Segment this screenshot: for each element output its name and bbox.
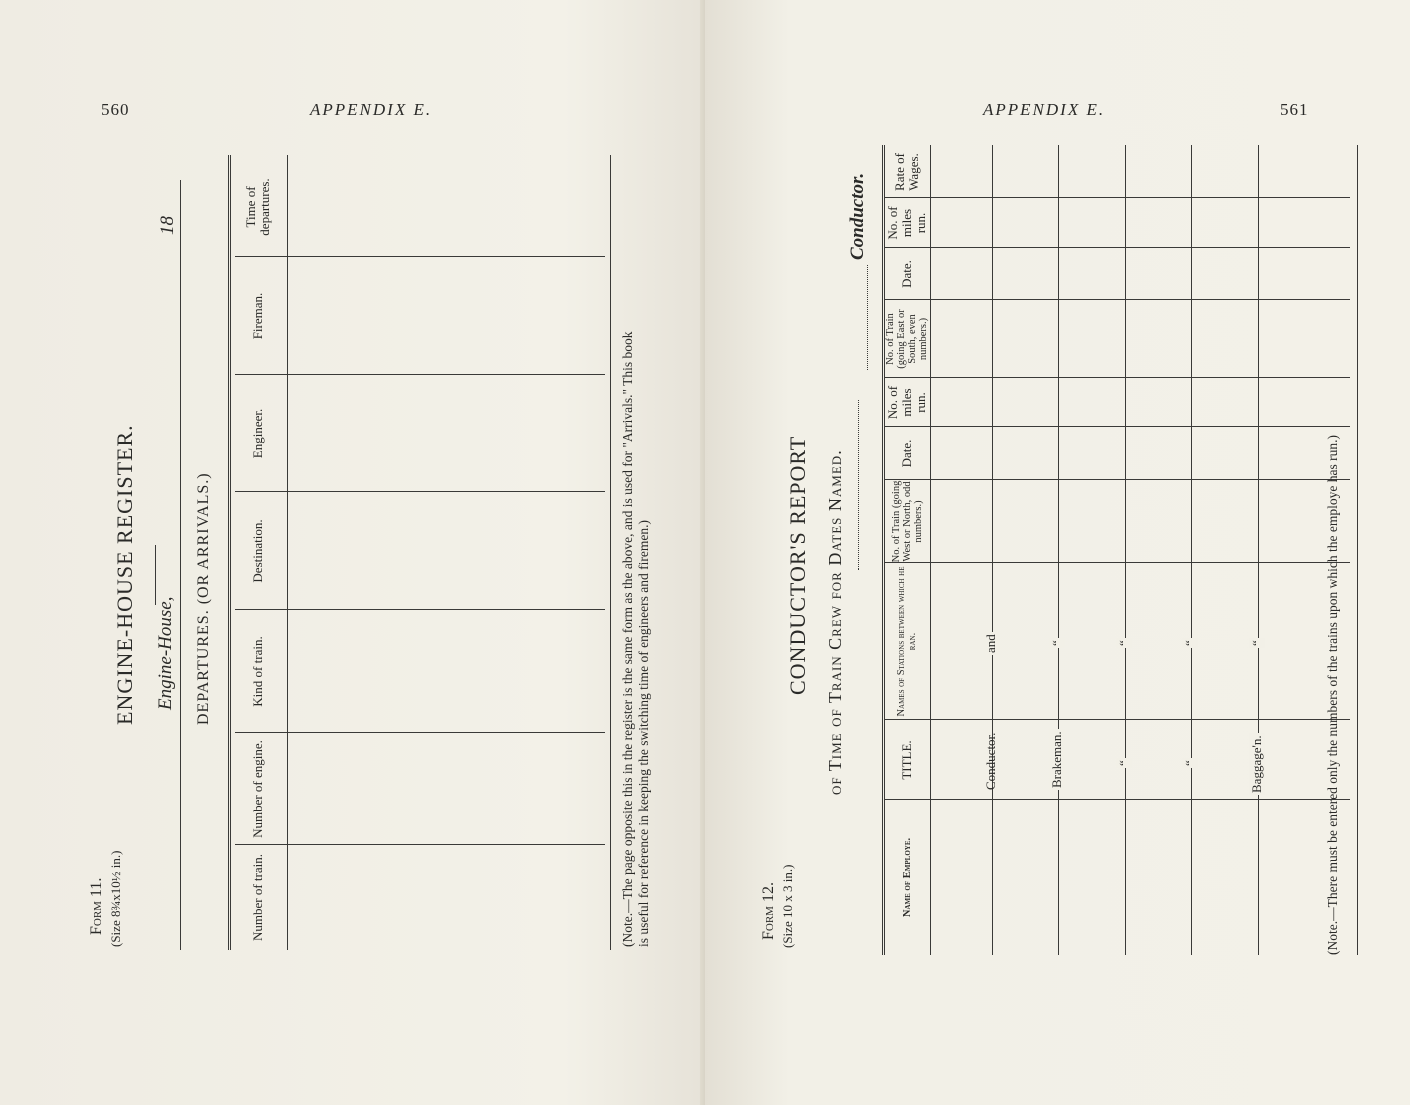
- col-train-east: No. of Train (going East or South, even numbers.): [885, 309, 929, 369]
- col-divider: [235, 609, 605, 610]
- col-engineer: Engineer.: [250, 408, 265, 459]
- col-divider: [885, 479, 1350, 480]
- col-number-of-train: Number of train.: [250, 854, 265, 942]
- col-divider: [885, 799, 1350, 800]
- row-title: “: [1116, 760, 1131, 766]
- col-fireman: Fireman.: [250, 292, 265, 340]
- form-subtitle: DEPARTURES. (OR ARRIVALS.): [195, 472, 212, 725]
- col-rate-of-wages: Rate of Wages.: [892, 153, 921, 191]
- col-miles-west: No. of miles run.: [885, 385, 928, 420]
- form-size: (Size 10 x 3 in.): [780, 864, 795, 948]
- running-head: APPENDIX E.: [983, 100, 1106, 119]
- row-stations: “: [1049, 640, 1064, 646]
- row-rule: [992, 145, 993, 955]
- col-miles-east: No. of miles run.: [885, 206, 928, 240]
- form-size: (Size 8¾x10½ in.): [108, 850, 123, 947]
- col-name-of-employe: Name of Employe.: [901, 837, 913, 918]
- conductors-report-form: [755, 145, 1365, 960]
- col-date-west: Date.: [899, 439, 914, 468]
- engine-house-blank: [180, 180, 181, 950]
- note-line-1: (Note.—The page opposite this in the register is the same form as the above, and is used for "Arrivals." This book: [620, 331, 635, 947]
- row-rule: [1125, 145, 1126, 955]
- col-divider: [885, 197, 1350, 198]
- signature-label: Conductor.: [847, 172, 868, 260]
- col-number-of-engine: Number of engine.: [250, 740, 265, 838]
- col-title: TITLE.: [899, 740, 914, 780]
- form-title: CONDUCTOR'S REPORT: [785, 435, 810, 695]
- col-divider: [235, 256, 605, 257]
- row-stations: and: [983, 634, 998, 653]
- running-head: APPENDIX E.: [310, 100, 433, 119]
- row-stations: “: [1116, 640, 1131, 646]
- note-line-2: is useful for reference in keeping the switching time of engineers and firemen.): [636, 520, 651, 947]
- col-divider: [885, 377, 1350, 378]
- year-prefix: 18: [157, 216, 178, 235]
- header-rule: [287, 155, 288, 950]
- col-divider: [235, 491, 605, 492]
- row-title: Conductor.: [983, 732, 998, 790]
- row-stations: “: [1249, 640, 1264, 646]
- form-label: Form 11.: [88, 877, 105, 935]
- col-destination: Destination.: [250, 519, 265, 583]
- col-time-of-departures: Time of departures.: [243, 178, 272, 236]
- form-subtitle: of Time of Train Crew for Dates Named.: [825, 449, 845, 795]
- col-date-east: Date.: [899, 260, 914, 288]
- col-divider: [235, 732, 605, 733]
- row-rule: [1191, 145, 1192, 955]
- row-rule: [1258, 145, 1259, 955]
- engine-house-label: Engine-House,: [155, 596, 176, 710]
- col-stations: Names of Stations between which he ran.: [896, 566, 918, 717]
- engine-house-register-form: [80, 145, 670, 955]
- col-divider: [235, 374, 605, 375]
- col-divider: [885, 426, 1350, 427]
- row-title: Baggage'n.: [1249, 735, 1264, 793]
- col-divider: [885, 299, 1350, 300]
- dates-blank: [858, 400, 859, 570]
- page-number: 561: [1280, 100, 1309, 119]
- note: (Note.—There must be entered only the numbers of the trains upon which the employe has run.): [1325, 435, 1340, 955]
- col-train-west: No. of Train (going West or North, odd numbers.): [890, 480, 924, 563]
- row-rule: [1058, 145, 1059, 955]
- table-bottom-rule: [610, 155, 611, 950]
- row-stations: “: [1182, 640, 1197, 646]
- form-title: ENGINE-HOUSE REGISTER.: [112, 424, 137, 725]
- col-divider: [235, 844, 605, 845]
- signature-blank: [867, 265, 868, 370]
- form-label: Form 12.: [760, 882, 777, 940]
- col-divider: [885, 719, 1350, 720]
- col-divider: [885, 247, 1350, 248]
- col-kind-of-train: Kind of train.: [250, 636, 265, 707]
- table-bottom-rule: [1357, 145, 1358, 955]
- row-title: Brakeman.: [1049, 731, 1064, 788]
- header-rule: [930, 145, 931, 955]
- col-divider: [885, 562, 1350, 563]
- right-page: [705, 0, 1410, 1105]
- page-number: 560: [101, 100, 130, 119]
- row-title: “: [1182, 760, 1197, 766]
